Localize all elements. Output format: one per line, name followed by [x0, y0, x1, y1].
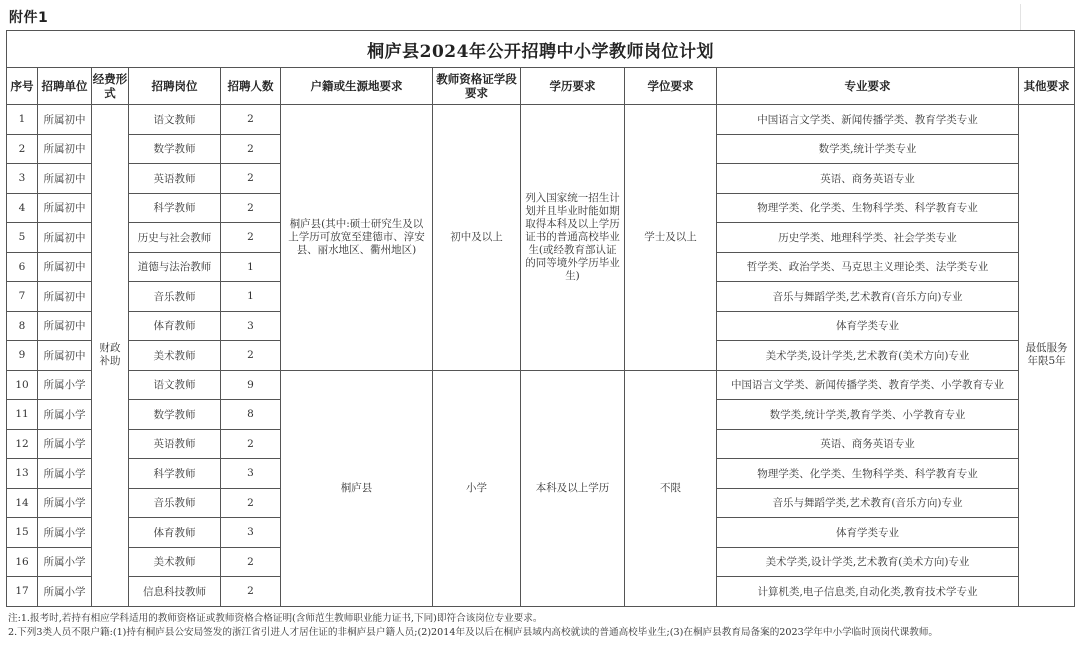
cell-other: 最低服务年限5年: [1019, 105, 1075, 607]
cell-seq: 10: [7, 370, 38, 400]
cell-count: 1: [221, 252, 281, 282]
cell-funding: 财政补助: [92, 105, 129, 607]
cell-post: 美术教师: [129, 547, 221, 577]
header-seq: 序号: [7, 68, 38, 105]
header-count: 招聘人数: [221, 68, 281, 105]
cell-count: 2: [221, 223, 281, 253]
cell-seq: 9: [7, 341, 38, 371]
cell-post: 美术教师: [129, 341, 221, 371]
cell-seq: 14: [7, 488, 38, 518]
cell-post: 英语教师: [129, 164, 221, 194]
attachment-bar-end: [1020, 4, 1075, 31]
cell-major: 历史学类、地理科学类、社会学类专业: [717, 223, 1019, 253]
cell-unit: 所属小学: [38, 547, 92, 577]
cell-major: 中国语言文学类、新闻传播学类、教育学类、小学教育专业: [717, 370, 1019, 400]
recruitment-table: [6, 30, 1075, 607]
attachment-bar: [6, 4, 1020, 31]
cell-seq: 13: [7, 459, 38, 489]
cell-unit: 所属初中: [38, 164, 92, 194]
cell-count: 8: [221, 400, 281, 430]
cell-count: 2: [221, 134, 281, 164]
cell-major: 美术学类,设计学类,艺术教育(美术方向)专业: [717, 341, 1019, 371]
header-education: 学历要求: [521, 68, 625, 105]
header-other: 其他要求: [1019, 68, 1075, 105]
cell-major: 哲学类、政治学类、马克思主义理论类、法学类专业: [717, 252, 1019, 282]
cell-seq: 4: [7, 193, 38, 223]
cell-unit: 所属初中: [38, 282, 92, 312]
cell-education-middle: 列入国家统一招生计划并且毕业时能如期取得本科及以上学历证书的普通高校毕业生(或经教育部认证的同等境外学历毕业生): [521, 105, 625, 371]
table-row: [7, 370, 1075, 400]
table-row: [7, 105, 1075, 135]
cell-unit: 所属初中: [38, 252, 92, 282]
cell-count: 2: [221, 105, 281, 135]
cell-seq: 11: [7, 400, 38, 430]
cell-major: 音乐与舞蹈学类,艺术教育(音乐方向)专业: [717, 488, 1019, 518]
cell-degree-middle: 学士及以上: [625, 105, 717, 371]
cell-post: 体育教师: [129, 518, 221, 548]
cell-count: 2: [221, 341, 281, 371]
cell-unit: 所属小学: [38, 518, 92, 548]
cell-seq: 12: [7, 429, 38, 459]
cell-seq: 1: [7, 105, 38, 135]
cell-unit: 所属初中: [38, 193, 92, 223]
cell-count: 2: [221, 164, 281, 194]
header-residence: 户籍或生源地要求: [281, 68, 433, 105]
cell-post: 历史与社会教师: [129, 223, 221, 253]
cell-count: 2: [221, 429, 281, 459]
cell-major: 体育学类专业: [717, 518, 1019, 548]
cell-cert-middle: 初中及以上: [433, 105, 521, 371]
cell-unit: 所属初中: [38, 223, 92, 253]
cell-major: 英语、商务英语专业: [717, 164, 1019, 194]
cell-unit: 所属小学: [38, 429, 92, 459]
cell-degree-primary: 不限: [625, 370, 717, 606]
cell-residence-primary: 桐庐县: [281, 370, 433, 606]
cell-seq: 16: [7, 547, 38, 577]
cell-major: 数学类,统计学类专业: [717, 134, 1019, 164]
cell-major: 美术学类,设计学类,艺术教育(美术方向)专业: [717, 547, 1019, 577]
cell-seq: 17: [7, 577, 38, 607]
cell-unit: 所属初中: [38, 311, 92, 341]
header-major: 专业要求: [717, 68, 1019, 105]
note-2: 2.下列3类人员不限户籍:(1)持有桐庐县公安局签发的浙江省引进人才居住证的非桐庐县户籍人员;(2)2014年及以后在桐庐县域内高校就读的普通高校毕业生;(3)在桐庐县教育局备案的2023学年中小学临时顶岗代课教师。: [8, 626, 939, 638]
cell-post: 音乐教师: [129, 282, 221, 312]
cell-seq: 15: [7, 518, 38, 548]
cell-count: 3: [221, 459, 281, 489]
cell-cert-primary: 小学: [433, 370, 521, 606]
cell-major: 计算机类,电子信息类,自动化类,教育技术学专业: [717, 577, 1019, 607]
cell-count: 2: [221, 488, 281, 518]
cell-count: 1: [221, 282, 281, 312]
note-1: 注:1.报考时,若持有相应学科适用的教师资格证或教师资格合格证明(含师范生教师职业能力证书,下同)即符合该岗位专业要求。: [8, 613, 543, 624]
cell-post: 语文教师: [129, 370, 221, 400]
header-post: 招聘岗位: [129, 68, 221, 105]
cell-seq: 2: [7, 134, 38, 164]
header-cert: 教师资格证学段要求: [433, 68, 521, 105]
cell-post: 道德与法治教师: [129, 252, 221, 282]
cell-post: 科学教师: [129, 193, 221, 223]
cell-seq: 7: [7, 282, 38, 312]
cell-count: 2: [221, 547, 281, 577]
cell-major: 体育学类专业: [717, 311, 1019, 341]
cell-unit: 所属小学: [38, 488, 92, 518]
cell-post: 音乐教师: [129, 488, 221, 518]
cell-post: 英语教师: [129, 429, 221, 459]
cell-major: 数学类,统计学类,教育学类、小学教育专业: [717, 400, 1019, 430]
cell-count: 9: [221, 370, 281, 400]
cell-unit: 所属初中: [38, 341, 92, 371]
cell-unit: 所属小学: [38, 370, 92, 400]
header-degree: 学位要求: [625, 68, 717, 105]
cell-major: 英语、商务英语专业: [717, 429, 1019, 459]
cell-post: 信息科技教师: [129, 577, 221, 607]
cell-post: 数学教师: [129, 134, 221, 164]
cell-unit: 所属初中: [38, 105, 92, 135]
cell-major: 物理学类、化学类、生物科学类、科学教育专业: [717, 459, 1019, 489]
cell-count: 3: [221, 518, 281, 548]
cell-unit: 所属小学: [38, 459, 92, 489]
cell-major: 物理学类、化学类、生物科学类、科学教育专业: [717, 193, 1019, 223]
cell-residence-middle: 桐庐县(其中:硕士研究生及以上学历可放宽至建德市、淳安县、丽水地区、衢州地区): [281, 105, 433, 371]
table-title: 桐庐县2024年公开招聘中小学教师岗位计划: [7, 31, 1075, 68]
header-row: [7, 68, 1075, 105]
cell-count: 3: [221, 311, 281, 341]
header-funding: 经费形式: [92, 68, 129, 105]
cell-seq: 5: [7, 223, 38, 253]
header-unit: 招聘单位: [38, 68, 92, 105]
cell-major: 中国语言文学类、新闻传播学类、教育学类专业: [717, 105, 1019, 135]
cell-major: 音乐与舞蹈学类,艺术教育(音乐方向)专业: [717, 282, 1019, 312]
cell-education-primary: 本科及以上学历: [521, 370, 625, 606]
cell-count: 2: [221, 193, 281, 223]
cell-count: 2: [221, 577, 281, 607]
cell-post: 科学教师: [129, 459, 221, 489]
cell-seq: 8: [7, 311, 38, 341]
cell-seq: 3: [7, 164, 38, 194]
cell-seq: 6: [7, 252, 38, 282]
notes: [8, 612, 1072, 639]
attachment-label: 附件1: [9, 10, 49, 26]
cell-post: 语文教师: [129, 105, 221, 135]
cell-post: 数学教师: [129, 400, 221, 430]
cell-unit: 所属小学: [38, 400, 92, 430]
cell-post: 体育教师: [129, 311, 221, 341]
cell-unit: 所属初中: [38, 134, 92, 164]
cell-unit: 所属小学: [38, 577, 92, 607]
